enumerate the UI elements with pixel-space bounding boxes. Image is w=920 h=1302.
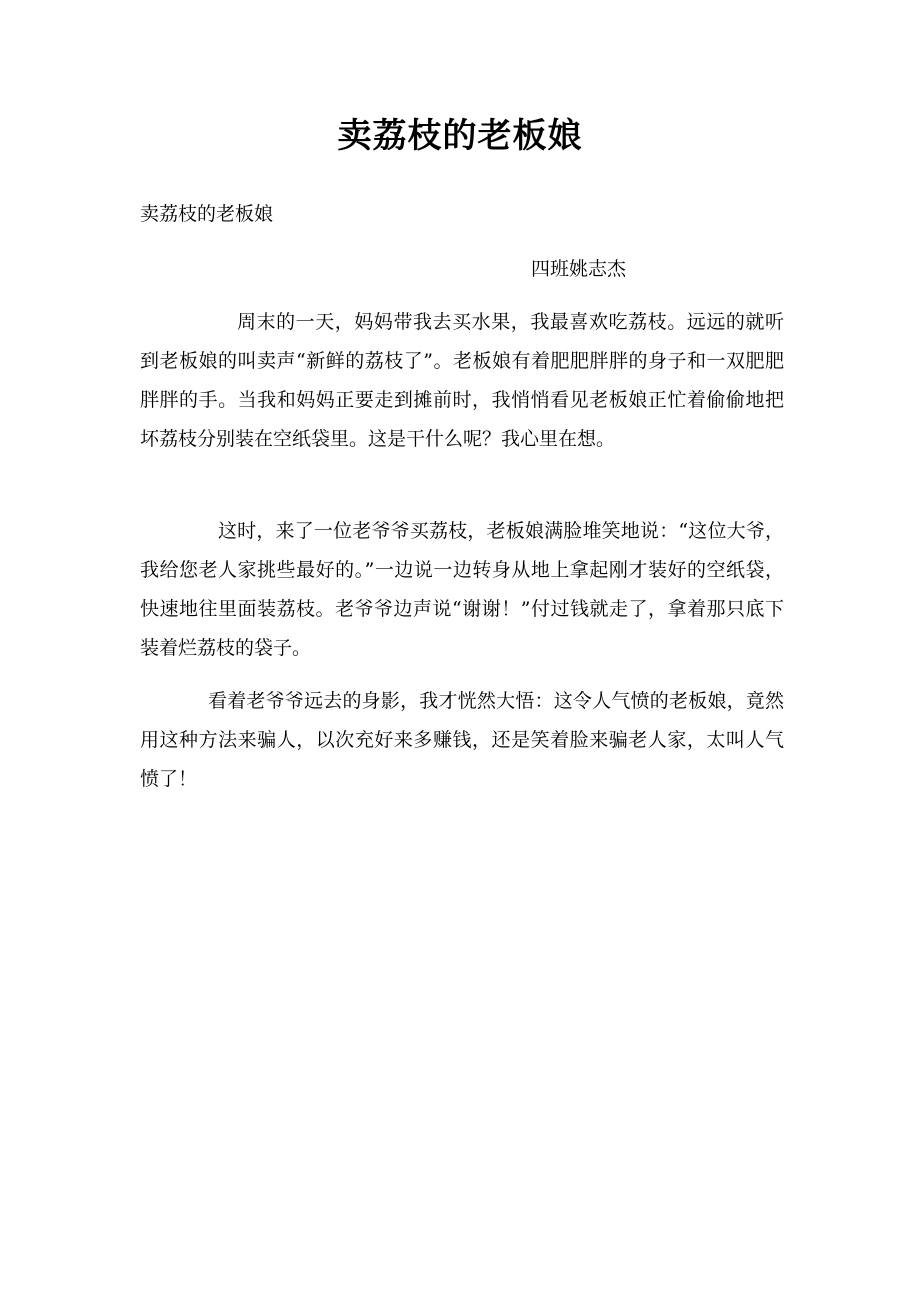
paragraph-1: 周末的一天，妈妈带我去买水果，我最喜欢吃荔枝。远远的就听到老板娘的叫卖声“新鲜的荔枝了”。老板娘有着肥肥胖胖的身子和一双肥肥胖胖的手。当我和妈妈正要走到摊前时，我悄悄看见老板娘正忙着偷偷地把坏荔枝分别装在空纸袋里。这是干什么呢？我心里在想。 <box>140 311 784 450</box>
document-subtitle: 卖荔枝的老板娘 <box>140 203 274 225</box>
paragraph-2: 这时，来了一位老爷爷买荔枝，老板娘满脸堆笑地说：“这位大爷，我给您老人家挑些最好的。”一边说一边转身从地上拿起刚才装好的空纸袋，快速地往里面装荔枝。老爷爷边声说“谢谢！”付过钱就走了，拿着那只底下装着烂荔枝的袋子。 <box>140 520 784 659</box>
author-line: 四班姚志杰 <box>531 258 627 280</box>
document-title: 卖荔枝的老板娘 <box>337 116 583 156</box>
paragraph-3: 看着老爷爷远去的身影，我才恍然大悟：这令人气愤的老板娘，竟然用这种方法来骗人，以次充好来多赚钱，还是笑着脸来骗老人家，太叫人气愤了！ <box>140 690 784 790</box>
